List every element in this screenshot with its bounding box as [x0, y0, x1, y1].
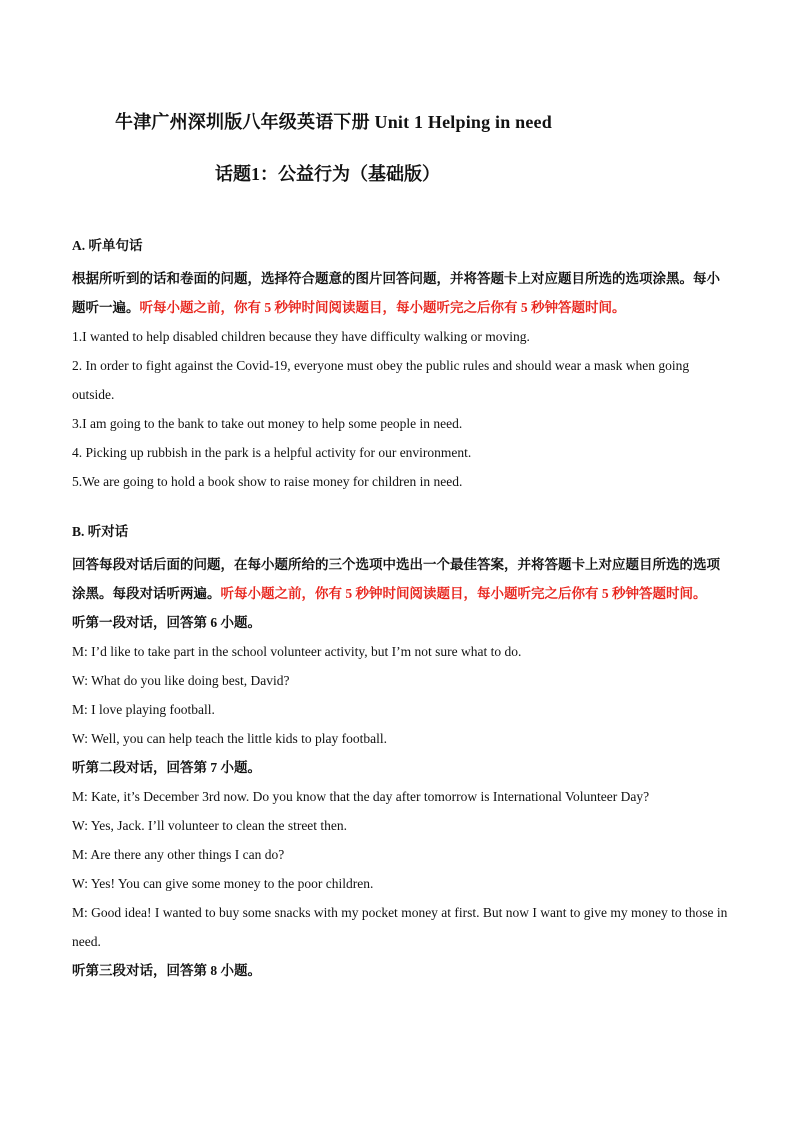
dialogue-line: W: What do you like doing best, David? [72, 673, 290, 688]
list-item: 4. Picking up rubbish in the park is a helpful activity for our environment. [72, 445, 472, 460]
document-subtitle: 话题1：公益行为（基础版） [215, 164, 440, 184]
section-a-instruction [72, 264, 732, 322]
document-title: 牛津广州深圳版八年级英语下册 Unit 1 Helping in need [115, 112, 552, 132]
section-b-heading: B. 听对话 [72, 524, 129, 539]
list-item: 1.I wanted to help disabled children because they have difficulty walking or moving. [72, 329, 530, 344]
list-item: 2. In order to fight against the Covid-19, everyone must obey the public rules and should wear a mask when going outside. [72, 358, 690, 402]
section-b-instruction-main: 回答每段对话后面的问题，在每小题所给的三个选项中选出一个最佳答案，并将答题卡上对应题目所选的选项涂黑。每段对话听两遍。 [72, 557, 720, 601]
dialogue-3-label: 听第三段对话，回答第 8 小题。 [72, 963, 261, 978]
dialogue-line: W: Yes, Jack. I’ll volunteer to clean the street then. [72, 818, 348, 833]
dialogue-line: W: Well, you can help teach the little kids to play football. [72, 731, 387, 746]
section-a-instruction-main: 根据所听到的话和卷面的问题，选择符合题意的图片回答问题，并将答题卡上对应题目所选的选项涂黑。每小题听一遍。 [72, 271, 720, 315]
dialogue-line: M: Are there any other things I can do? [72, 847, 285, 862]
dialogue-line: M: Good idea! I wanted to buy some snacks with my pocket money at first. But now I want to give my money to those in need. [72, 905, 728, 949]
dialogue-line: M: Kate, it’s December 3rd now. Do you know that the day after tomorrow is International Volunteer Day? [72, 789, 650, 804]
list-item: 5.We are going to hold a book show to raise money for children in need. [72, 474, 463, 489]
list-item: 3.I am going to the bank to take out money to help some people in need. [72, 416, 463, 431]
dialogue-2-label: 听第二段对话，回答第 7 小题。 [72, 760, 261, 775]
section-a-instruction-time: 听每小题之前，你有 5 秒钟时间阅读题目，每小题听完之后你有 5 秒钟答题时间。 [139, 300, 626, 315]
section-a-heading: A. 听单句话 [72, 238, 143, 253]
dialogue-line: M: I’d like to take part in the school volunteer activity, but I’m not sure what to do. [72, 644, 522, 659]
section-b-instruction [72, 550, 732, 608]
dialogue-line: W: Yes! You can give some money to the poor children. [72, 876, 374, 891]
section-b-instruction-time: 听每小题之前，你有 5 秒钟时间阅读题目，每小题听完之后你有 5 秒钟答题时间。 [220, 586, 707, 601]
dialogue-line: M: I love playing football. [72, 702, 215, 717]
document-body [72, 236, 732, 985]
dialogue-1-label: 听第一段对话，回答第 6 小题。 [72, 615, 261, 630]
